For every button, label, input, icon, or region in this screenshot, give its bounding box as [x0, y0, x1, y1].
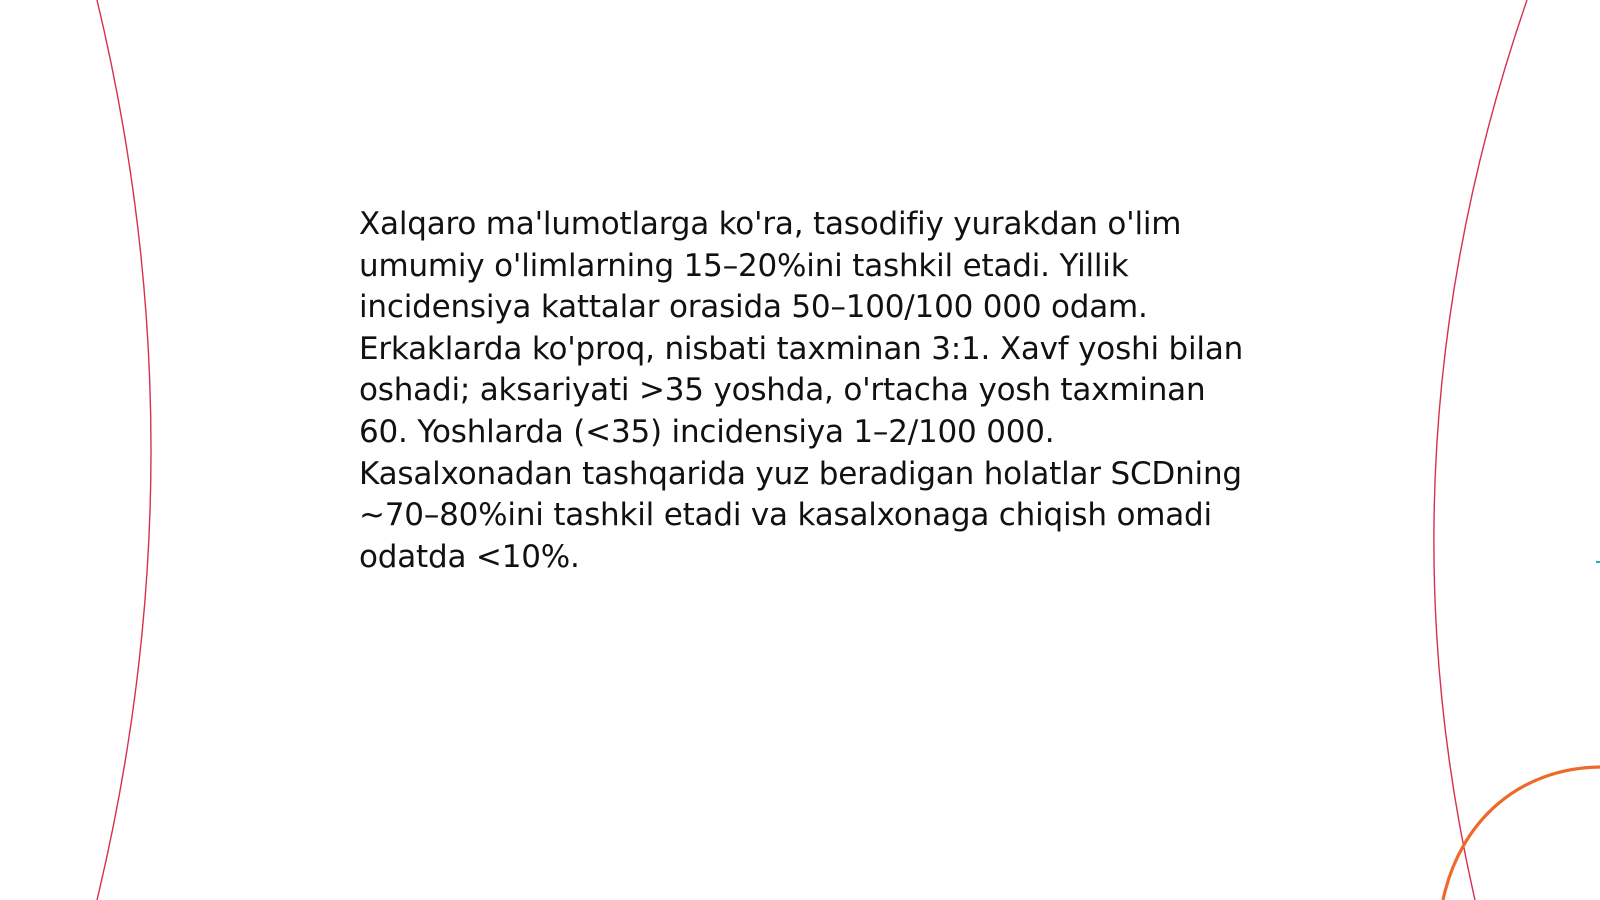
orange-accent-arc	[1443, 767, 1600, 900]
left-curve-line	[97, 0, 151, 900]
right-curve-line	[1434, 0, 1527, 900]
body-paragraph: Xalqaro ma'lumotlarga ko'ra, tasodifiy yurakdan o'lim umumiy o'limlarning 15–20%ini tashkil etadi. Yillik incidensiya kattalar orasida 50–100/100 000 odam. Erkaklarda ko'proq, nisbati taxminan 3:1. Xavf yoshi bilan oshadi; aksariyati >35 yoshda, o'rtacha yosh taxminan 60. Yoshlarda (<35) incidensiya 1–2/100 000. Kasalxonadan tashqarida yuz beradigan holatlar SCDning ~70–80%ini tashkil etadi va kasalxonaga chiqish omadi odatda <10%.	[359, 206, 1244, 575]
